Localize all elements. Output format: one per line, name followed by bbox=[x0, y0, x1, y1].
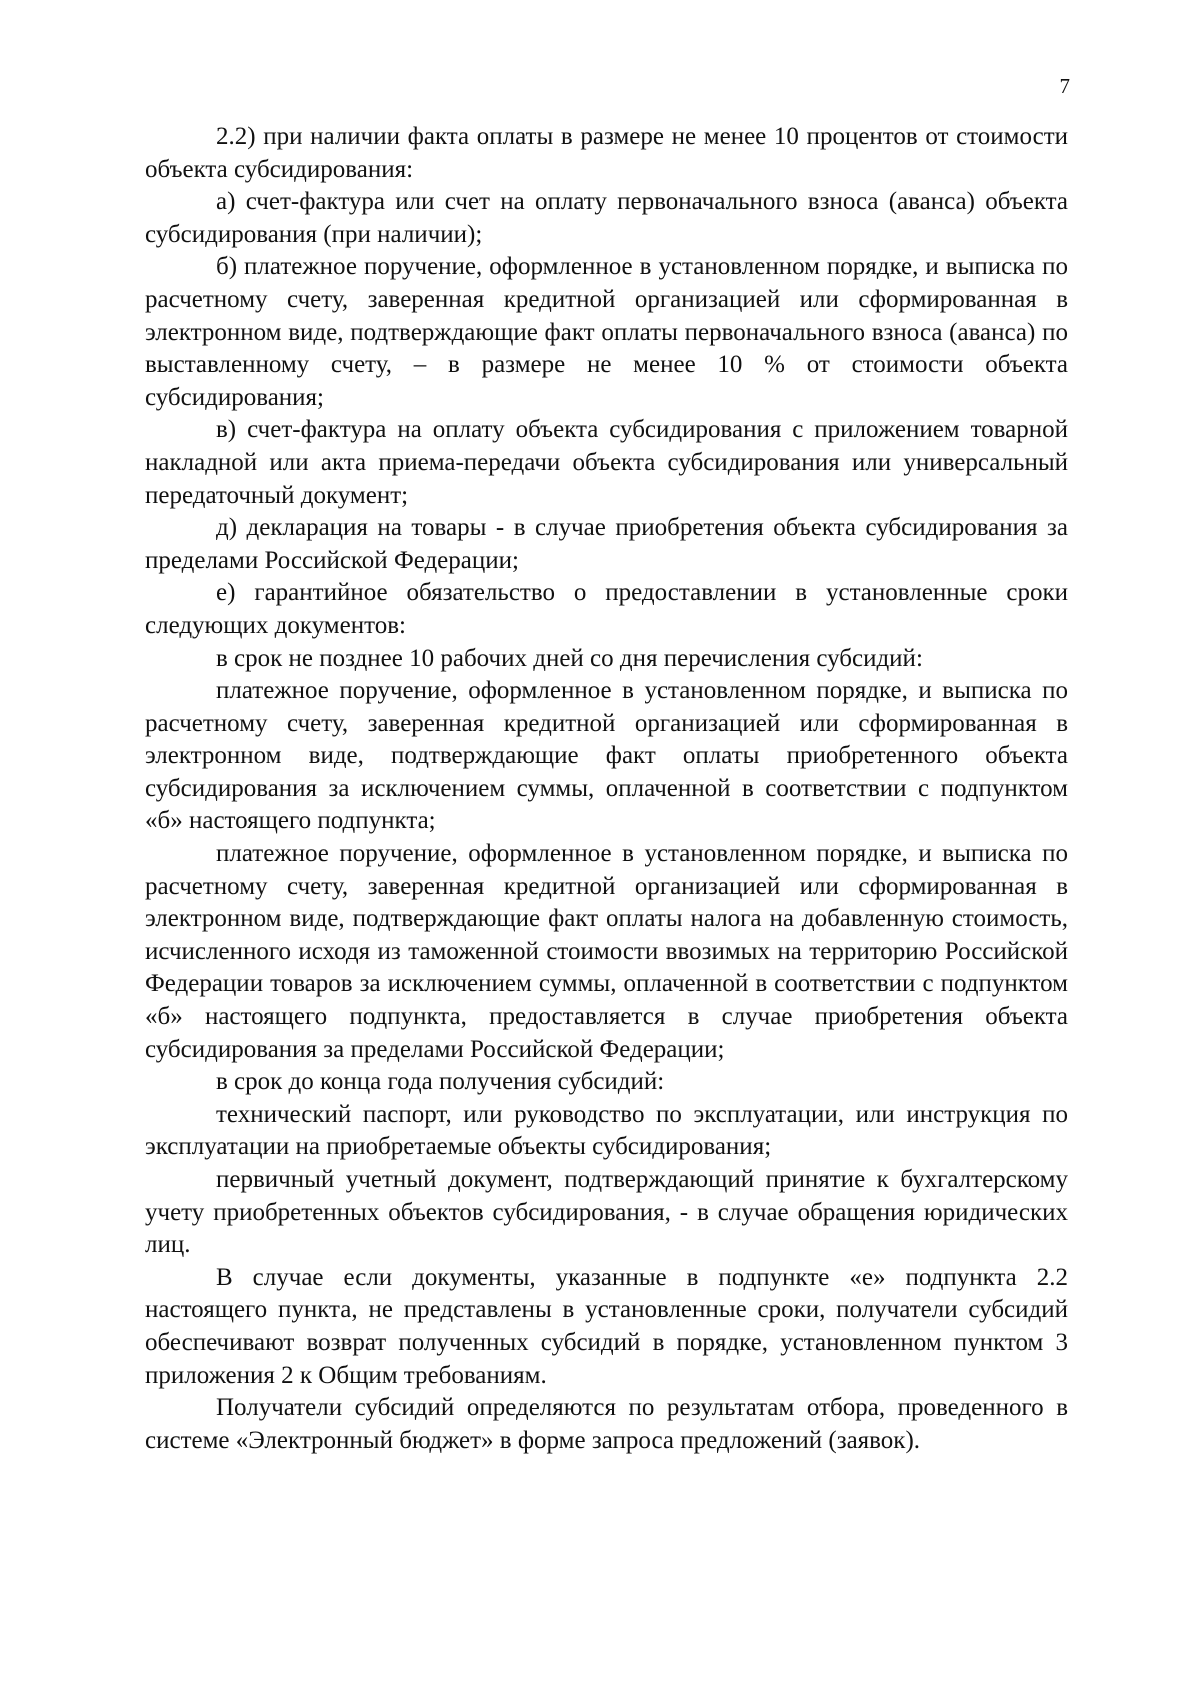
paragraph-v-invoice-payment: в) счет-фактура на оплату объекта субсидирования с приложением товарной накладной или акта приема-передачи объекта субсидирования или универсальный передаточный документ; bbox=[145, 416, 1068, 509]
paragraph-technical-passport: технический паспорт, или руководство по эксплуатации, или инструкция по эксплуатации на приобретаемые объекты субсидирования; bbox=[145, 1100, 1068, 1161]
paragraph-d-declaration: д) декларация на товары - в случае приобретения объекта субсидирования за пределами Российской Федерации; bbox=[145, 514, 1068, 574]
paragraph-return-of-subsidies: В случае если документы, указанные в подпункте «е» подпункта 2.2 настоящего пункта, не представлены в установленные сроки, получатели субсидий обеспечивают возврат полученных субсидий в порядке, установленном пунктом 3 приложения 2 к Общим требованиям. bbox=[145, 1263, 1068, 1389]
document-body bbox=[145, 121, 1068, 1457]
paragraph-recipients-selection: Получатели субсидий определяются по результатам отбора, проведенного в системе «Электронный бюджет» в форме запроса предложений (заявок). bbox=[145, 1394, 1068, 1454]
paragraph-deadline-year-end: в срок до конца года получения субсидий: bbox=[216, 1068, 665, 1096]
paragraph-payment-order-object: платежное поручение, оформленное в установленном порядке, и выписка по расчетному счету, заверенная кредитной организацией или сформированная в электронном виде, подтверждающие факт оплаты приобретенного объекта субсидирования за исключением суммы, оплаченной в соответствии с подпунктом «б» настоящего подпункта; bbox=[145, 677, 1068, 835]
paragraph-2-2-intro: 2.2) при наличии факта оплаты в размере не менее 10 процентов от стоимости объекта субсидирования: bbox=[145, 123, 1068, 183]
paragraph-b-payment-order: б) платежное поручение, оформленное в установленном порядке, и выписка по расчетному счету, заверенная кредитной организацией или сформированная в электронном виде, подтверждающие факт оплаты первоначального взноса (аванса) по выставленному счету, – в размере не менее 10 % от стоимости объекта субсидирования; bbox=[145, 253, 1068, 411]
paragraph-a-invoice: а) счет-фактура или счет на оплату первоначального взноса (аванса) объекта субсидирования (при наличии); bbox=[145, 188, 1068, 248]
paragraph-payment-order-vat: платежное поручение, оформленное в установленном порядке, и выписка по расчетному счету, заверенная кредитной организацией или сформированная в электронном виде, подтверждающие факт оплаты налога на добавленную стоимость, исчисленного исходя из таможенной стоимости ввозимых на территорию Российской Федерации товаров за исключением суммы, оплаченной в соответствии с подпунктом «б» настоящего подпункта, предоставляется в случае приобретения объекта субсидирования за пределами Российской Федерации; bbox=[145, 840, 1068, 1063]
paragraph-e-guarantee: е) гарантийное обязательство о предоставлении в установленные сроки следующих документов: bbox=[145, 579, 1068, 639]
page-number: 7 bbox=[1059, 74, 1070, 98]
paragraph-deadline-10-days: в срок не позднее 10 рабочих дней со дня перечисления субсидий: bbox=[216, 644, 923, 672]
paragraph-primary-document: первичный учетный документ, подтверждающий принятие к бухгалтерскому учету приобретенных объектов субсидирования, - в случае обращения юридических лиц. bbox=[145, 1166, 1068, 1259]
